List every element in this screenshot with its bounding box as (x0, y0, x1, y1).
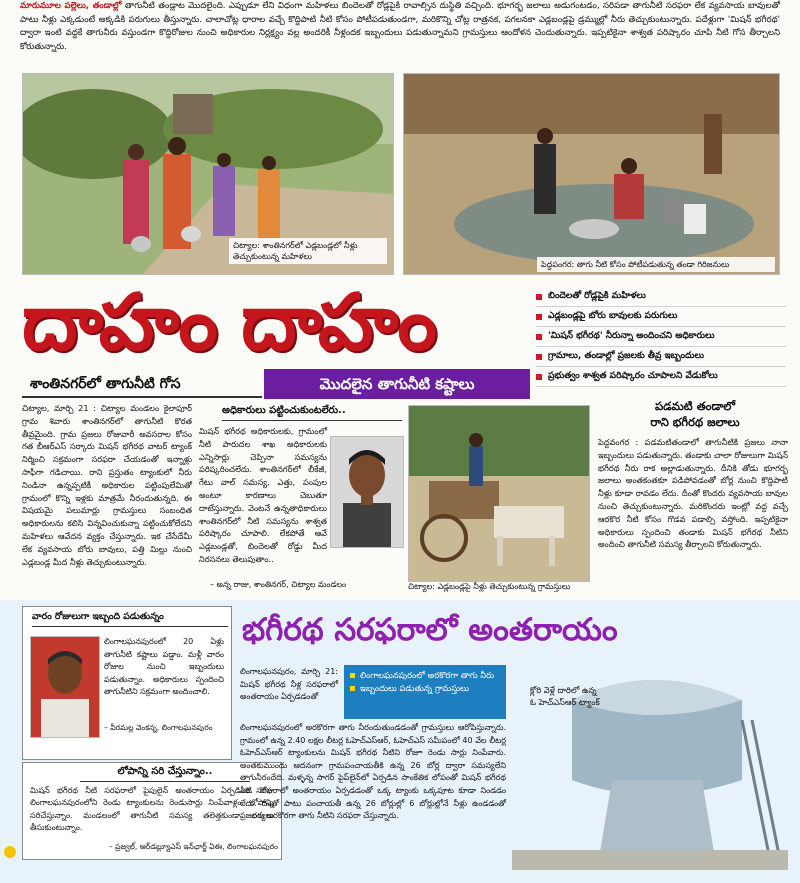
story1-body: చిట్యాల, మార్చి 21 : చిట్యాల మండలం కైలాపూర్ గ్రామ శివారు శాంతినగర్‌లో తాగునీటి కొరత తీవ్రమైంది. గ్రామ ప్రజలు రోజువారీ అవసరాల కోసం గత బీఆర్‌ఎస్ సర్కారు మిషన్ భగీరథ వాటర్ ట్యాంక్ నిర్మించి సక్రమంగా సరఫరా చేయడంతో ఇన్నాళ్లు సాఫీగా గడిచాయి. రాని ప్రస్తుతం ట్యాంకులో నీరు నిండినా ఉన్నప్పటికీ అధికారుల పట్టింపులేమితో గ్రామంలో కొన్ని ఇళ్లకు మాత్రమే నీరందుతున్నది. ఈ విషయమై పలుమార్లు గ్రామస్తులు సంబంధిత అధికారులను కలిసి విన్నవించుకున్నా పట్టించుకోలేదని మహిళలు ఆవేదన వ్యక్తం చేస్తున్నారు. ఇక చేసేదేమీ లేక వ్యవసాయ బోరు బావులు, పత్తి మిల్లు నుంచి ఎడ్లబండ్ల మీద నీళ్లు తెచ్చుకుంటున్నారు. (22, 403, 192, 567)
tank-caption: క్లోరి వెళ్లే దారిలో ఉన్న ఓ హెచ్‌ఎస్‌ఆర్ ట్యాంక్ (530, 685, 600, 707)
photo-ox-cart-image (409, 406, 589, 581)
lower-left-title: వారం రోజులుగా ఇబ్బంది పడుతున్నం (32, 611, 228, 627)
photo-women-carrying-water (22, 73, 394, 275)
lower-left2-body: మిషన్ భగీరథ నీటి సరఫరాలో పైపులైన్ అంతరాయం ఏర్పడింది. రోజు లింగాలఘనపురంలోని రెండు ట్యాంకులను రెండుసార్లు నింపేవాళ్లం. లోపాన్ని సరిచేస్తున్నాం. మండలంలో తాగునీటి సమస్య తలెత్తకుండా చర్యలు తీసుకుంటున్నాం. (30, 786, 274, 833)
lower-left2-attribution: – ప్రజ్వల్, ఆర్‌డబ్ల్యూఎస్ ఇన్‌ఛార్జ్ ఏఈ, లింగాలఘనపురం (108, 842, 278, 851)
lower-left-body: లింగాలఘనపురంలో 20 ఏళ్లు తాగునీటి కష్టాలు పడ్డాం. మళ్లీ వారం రోజుల నుంచి ఇబ్బందులు పడుతున్నాం. అధికారులు స్పందించి తాగునీటిని సక్రమంగా అందించాలి. (104, 637, 224, 697)
photo-tanda-water-fight (403, 73, 780, 275)
portrait-anna-raju (330, 436, 404, 548)
photo-tanda-water-fight-image (404, 74, 779, 274)
story1-title: శాంతినగర్‌లో తాగునీటి గోస (30, 376, 181, 392)
bullet-item: గ్రామాలు, తండాల్లో ప్రజలకు తీవ్ర ఇబ్బందులు (536, 347, 786, 367)
portrait-venkanna (30, 636, 100, 738)
subheadline-banner: మొదలైన తాగునీటి కష్టాలు (264, 369, 530, 399)
intro-lead: మారుమూల పల్లెలు, తండాల్లో (20, 1, 122, 11)
bullet-item: బిందెలతో రోడ్లపైకి మహిళలు (536, 287, 786, 307)
intro-paragraph (20, 0, 780, 70)
divider (22, 396, 262, 398)
portrait-venkanna-image (31, 637, 99, 737)
story2-body: పెద్దవంగర : పడమటితండాలో తాగునీటికి ప్రజలు నానా ఇబ్బందులు పడుతున్నారు. తండాకు చాలా రోజులుగా మిషన్ భగీరథ నీరు రాక అల్లాడుతున్నారు. దీనికి తోడు భూగర్భ జలాలు అంతకంతకూ పడిపోవడంతో బోర్ల నుంచి కొద్దిపాటి నీళ్లు కూడా రావడం లేదు. దీంతో కొందరు వ్యవసాయ బావుల నుంచి తెచ్చుకుంటున్నారు. మరికొందరు ఇంట్లో వద్ద వచ్చే ఆరకొర నీటి కోసం గొడవ పడాల్సి వస్తోంది. ఇప్పటికైనా అధికారులు స్పందించి తండాకు మిషన్ భగీరథ నీటిని అందించి తాగునీటి సమస్య తీర్చాలని కోరుతున్నారు. (598, 437, 788, 550)
lower-left-attribution: – వీరమల్ల వెంకన్న, లింగాలఘనపురం (104, 723, 213, 732)
headline-bullets (536, 287, 786, 387)
lower-left2-title: లోపాన్ని సరి చేస్తున్నాం.. (80, 765, 250, 782)
highlight-item: లింగాలఘనపురంలో అరకొరగా తాగు నీరు (350, 669, 500, 682)
bullet-item: ప్రభుత్వం శాశ్వత పరిష్కారం చూపాలని వేడుకోలు (536, 367, 786, 387)
story2-title: పడమటి తండాలో రాని భగీరథ జలాలు (650, 399, 740, 429)
quote1-attribution: – అన్న రాజు, శాంతినగర్, చిట్యాల మండలం (210, 580, 347, 589)
bullet-item: 'మిషన్ భగీరథ' నీరున్నా అందించని అధికారులు (536, 327, 786, 347)
photo2-caption: పెద్దపంగర: తాగు నీటి కోసం పోటీపడుతున్న తండా గిరిజనులు (537, 257, 775, 272)
tank-story-highlights (344, 665, 506, 719)
page-marker-dot (4, 846, 16, 858)
tank-story-dateline: లింగాలఘనపురం, మార్చి 21: మిషన్ భగీరథ నీళ్ల సరఫరాలో అంతరాయం ఏర్పడడంతో (240, 667, 338, 702)
photo1-caption: చిట్యాల: శాంతినగర్‌లో ఎడ్లబండ్లలో నీళ్లు తెచ్చుకుంటున్న మహిళలు (229, 238, 387, 264)
intro-text: తాగునీటి తండ్లాట మొదలైంది. ఎప్పుడూ లేని విధంగా మహిళలు బిందెలతో రోడ్లపైకి రావాల్సిన దుస్థితి వచ్చింది. భూగర్భ జలాలు అడుగంటడం, సరిపడా తాగునీటి సరఫరా లేక వ్యవసాయ బావులతో పాటు నీళ్లు ఎక్కడుంటే అక్కడికి పరుగులు తీస్తున్నారు. చాలాచోట్ల ధారాల వచ్చే కొద్దిపాటి నీటి కోసం పోటీపడుతుండగా, మరికొన్ని చోట్ల రాత్రనక, పగలనకా ఎడ్లబండ్లపై డ్రమ్ముల్లో నీరు తెచ్చుకుంటున్నారు. పదేళ్లుగా 'మిషన్ భగీరథ' ద్వారా ఇంటి వద్దకే తాగునీరు వస్తుండగా కొద్దిరోజుల నుంచి అధికారుల నిర్లక్ష్యం వల్ల అందరికీ నీళ్లందక ఇబ్బందులు పడుతున్నామని గ్రామస్తులు ఆందోళన చెందుతున్నారు. ఇప్పటికైనా శాశ్వత పరిష్కారం చూపి నీటి గోస తీర్చాలని కోరుతున్నారు. (20, 1, 780, 52)
photo3-caption: చిట్యాల: ఎడ్లబండ్లపై నీళ్లు తెచ్చుకుంటున్న గ్రామస్తులు (408, 582, 571, 591)
quote1-body: మిషన్ భగీరథ అధికారులకు, గ్రామంలో నీటి పారుదల శాఖ అధికారులకు ఎన్నిసార్లు చెప్పినా సమస్యను పరిష్కరించలేదు. శాంతినగర్‌లో లీకేజీ, గేటు వాల్ సమస్య, ఎత్తు, పంపుల అంటూ కారణాలు చెబుతూ దాటేస్తున్నారు. వెంటనే ఉన్నతాధికారులు శాంతినగర్‌లో నీటి సమస్యను శాశ్వత పరిష్కారం చూపాలి. లేకపోతే ఆవే ఎడ్లబండ్లతో, బిందెలతో రోడ్డు మీద నిరసనలు తెలుపుతాం.. (199, 426, 327, 564)
photo-water-tank (512, 660, 788, 870)
quote1-title: అధికారులు పట్టించుకుంటలేరు.. (222, 404, 402, 421)
highlight-item: ఇబ్బందులు పడుతున్న గ్రామస్తులు (350, 682, 500, 695)
portrait-anna-raju-image (331, 437, 403, 547)
tank-story-body: లింగాలఘనపురంలో అరకొరగా తాగు నీరందుతుండడంతో గ్రామస్తులు ఆరోపిస్తున్నారు. గ్రామంలో ఉన్న 2.40 లక్షల లీటర్ల ఓహెచ్‌ఎస్‌ఆర్, ఓహెచ్‌ఎస్ సమీపంలో 40 వేల లీటర్ల ఓహెచ్‌ఎస్‌ఆర్ ట్యాంకులను మిషన్ భగీరథ నీటిని రోజూ రెండు సార్లు నింపేవారు. అంతకుముందు ఆదనంగా గ్రామపంచాయతీకి ఉన్న 26 బోర్ల ద్వారా సమస్యలేని తాగునీరందేది. మళ్ళన్న సాగర్ పైప్‌లైన్‌లో ఏర్పడిన సాంకేతిక లోపంతో మిషన్ భగీరథ నీటి సరఫరాలో అంతరాయం ఏర్పడడంతో ఒక్క ట్యాంకు ఒక్కపూట కూడా నిండడం లేదు. దీంతో పాటు పంచాయతీ ఉన్న 26 బోర్లుల్లో 6 బోర్లుల్లోనే నీళ్లు ఉండడంతో ప్రజలకు అరకొరగా తాగు నీటిని సరఫరా చేస్తున్నారు. (240, 723, 506, 821)
photo-ox-cart (408, 405, 590, 582)
tank-story-title: భగీరథ సరఫరాలో అంతరాయం (242, 612, 618, 648)
bullet-item: ఎడ్లబండ్లపై బోరు బావులకు పరుగులు (536, 307, 786, 327)
main-headline: దాహం దాహం (22, 278, 436, 368)
